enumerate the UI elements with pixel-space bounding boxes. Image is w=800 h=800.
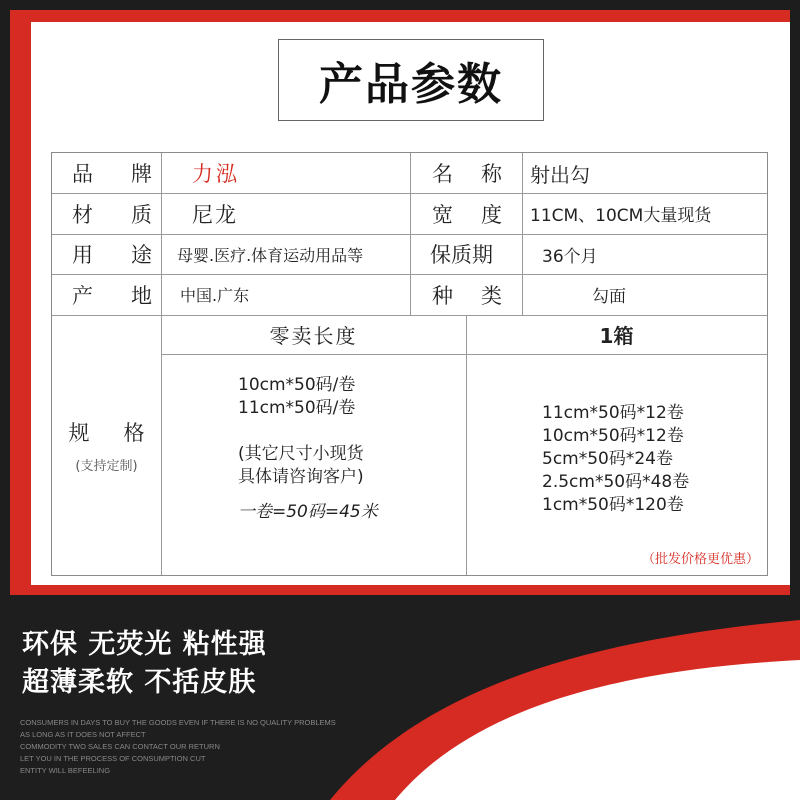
value-brand: 力泓: [192, 162, 240, 186]
retail-spec-line: 10cm*50码/卷: [238, 375, 356, 395]
wholesale-note: （批发价格更优惠）: [641, 552, 759, 567]
value-type: 勾面: [592, 287, 626, 307]
parameter-card: [31, 22, 790, 585]
header-one-box: 1箱: [599, 324, 634, 348]
label-width: 宽 度: [432, 202, 502, 227]
label-origin: 产 地: [72, 283, 152, 308]
value-name: 射出勾: [530, 162, 590, 187]
label-type: 种 类: [432, 283, 502, 308]
box-spec-line: 11cm*50码*12卷: [542, 403, 684, 423]
label-spec: [52, 315, 161, 575]
value-usage: 母婴.医疗.体育运动用品等: [177, 245, 364, 265]
tagline-1: 环保 无荧光 粘性强: [22, 629, 267, 660]
retail-spec-list: [238, 374, 378, 524]
retail-spec-line: 11cm*50码/卷: [238, 398, 356, 418]
value-origin: 中国.广东: [180, 286, 250, 305]
fine-print: CONSUMERS IN DAYS TO BUY THE GOODS EVEN IF THERE IS NO QUALITY PROBLEMS AS LONG AS IT DOES NOT AFFECT COMMODITY TWO SALES CAN CONTACT OUR RETURN LET YOU IN THE PROCESS OF CONSUMPTION CUT ENTITY WILL BEFEELING: [20, 718, 336, 775]
label-spec-note: (支持定制): [75, 458, 138, 474]
box-spec-list: [542, 402, 689, 517]
box-spec-line: 1cm*50码*120卷: [542, 495, 684, 515]
label-name: 名 称: [432, 162, 502, 186]
box-spec-line: 10cm*50码*12卷: [542, 426, 684, 446]
label-material: 材 质: [72, 202, 152, 227]
box-spec-line: 2.5cm*50码*48卷: [542, 472, 690, 492]
page-title: 产品参数: [278, 39, 544, 121]
value-shelf-life: 36个月: [542, 246, 598, 267]
value-width: 11CM、10CM大量现货: [530, 206, 712, 226]
retail-spec-line: 具体请咨询客户): [238, 467, 364, 487]
retail-spec-line: (其它尺寸小现货: [238, 444, 364, 464]
parameter-table: [51, 152, 768, 576]
retail-spec-conversion: 一卷=50码=45米: [238, 502, 378, 522]
tagline-2: 超薄柔软 不括皮肤: [22, 667, 257, 698]
box-spec-line: 5cm*50码*24卷: [542, 449, 673, 469]
label-usage: 用 途: [72, 243, 152, 267]
value-material: 尼龙: [192, 202, 238, 227]
label-spec-title: 规 格: [68, 420, 145, 445]
label-shelf-life: 保质期: [430, 243, 493, 267]
label-brand: 品 牌: [72, 162, 152, 186]
red-frame: [10, 10, 790, 595]
header-retail-length: 零卖长度: [269, 324, 358, 348]
